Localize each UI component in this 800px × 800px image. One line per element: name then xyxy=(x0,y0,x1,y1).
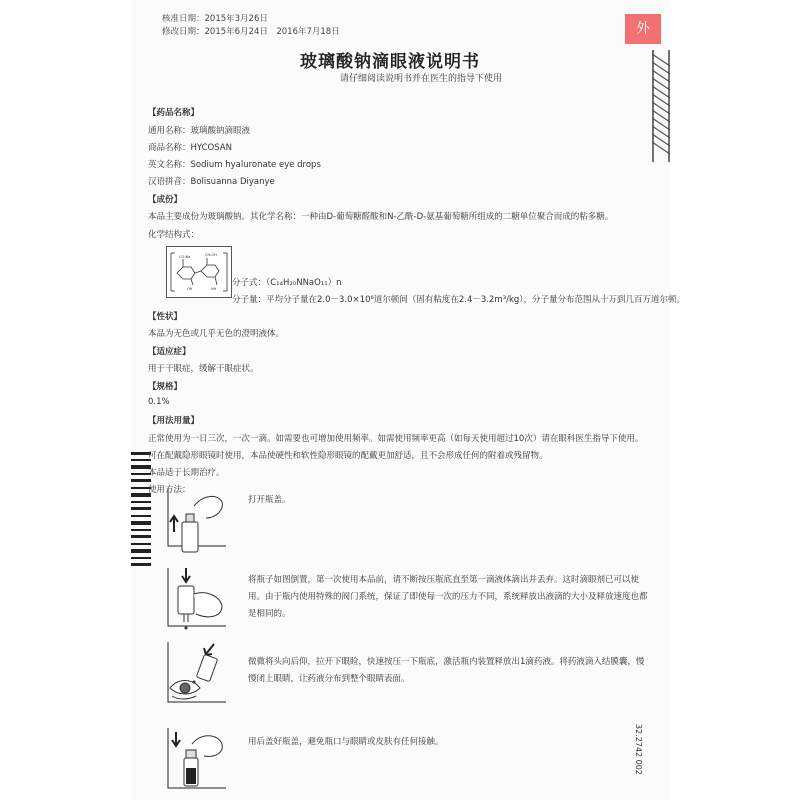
step-4-text: 用后盖好瓶盖，避免瓶口与眼睛或皮肤有任何接触。 xyxy=(248,737,444,747)
svg-text:OH: OH xyxy=(187,287,193,291)
section-heading-specification: 【规格】 xyxy=(148,382,183,392)
section-heading-drug-name: 【药品名称】 xyxy=(148,108,200,118)
section-heading-indications: 【适应症】 xyxy=(148,347,191,357)
structure-label: 化学结构式： xyxy=(148,230,200,240)
properties-text: 本品为无色或几乎无色的澄明液体。 xyxy=(148,329,285,339)
dosage-line-3: 本品适于长期治疗。 xyxy=(148,468,225,478)
usage-label: 使用方法： xyxy=(148,485,191,495)
step-3-illustration xyxy=(164,642,226,714)
pinyin-name: 汉语拼音：Bolisuanna Diyanye xyxy=(148,177,275,187)
registration-stripes-right xyxy=(652,50,670,162)
date-block xyxy=(162,13,340,39)
step-3-text: 微微将头向后仰，拉开下眼睑，快速按压一下瓶底，激活瓶内装置释放出1滴药液。将药液滴入结膜囊，慢慢闭上眼睛，让药液分布到整个眼睛表面。 xyxy=(248,657,645,684)
step-1-illustration xyxy=(164,488,226,560)
step-2-text: 将瓶子如图倒置，第一次使用本品前，请不断按压瓶底直至第一滴液体滴出并丢弃。这时滴眼剂已可以使用。由于瓶内使用特殊的阀门系统，保证了即使每一次的压力不同，系统释放出液滴的大小及释放速度也都是相同的。 xyxy=(248,575,648,619)
indications-text: 用于干眼症，缓解干眼症状。 xyxy=(148,364,259,374)
step-1-text: 打开瓶盖。 xyxy=(248,495,291,505)
svg-text:NH: NH xyxy=(211,287,217,291)
section-heading-properties: 【性状】 xyxy=(148,312,183,322)
molecular-formula: 分子式：（C₁₄H₂₀NNaO₁₁）n xyxy=(232,278,342,288)
side-code: 32.2742 002 xyxy=(634,724,643,775)
revision-date: 修改日期：2015年6月24日 2016年7月18日 xyxy=(162,27,340,37)
svg-text:CH₂OH: CH₂OH xyxy=(205,253,217,257)
step-4-illustration xyxy=(164,728,226,800)
section-heading-ingredients: 【成份】 xyxy=(148,195,183,205)
dosage-line-2: 可在配戴隐形眼镜时使用，本品使硬性和软性隐形眼镜的配戴更加舒适，且不会形成任何的附着或残留物。 xyxy=(148,451,548,461)
trade-name: 商品名称：HYCOSAN xyxy=(148,143,232,153)
dosage-line-1: 正常使用为一日三次，一次一滴。如需要也可增加使用频率。如需使用频率更高（如每天使用超过10次）请在眼科医生指导下使用。 xyxy=(148,434,644,444)
generic-name: 通用名称：玻璃酸钠滴眼液 xyxy=(148,126,251,136)
chemical-structure-diagram xyxy=(166,246,232,298)
english-name: 英文名称：Sodium hyaluronate eye drops xyxy=(148,160,321,170)
external-use-badge: 外 xyxy=(625,14,661,44)
section-heading-dosage: 【用法用量】 xyxy=(148,416,200,426)
step-2-illustration xyxy=(164,568,226,640)
document-subtitle: 请仔细阅读说明书并在医生的指导下使用 xyxy=(340,74,503,84)
approval-date: 核准日期：2015年3月26日 xyxy=(162,14,268,24)
svg-text:CO₂Na: CO₂Na xyxy=(179,255,191,259)
document-title: 玻璃酸钠滴眼液说明书 xyxy=(300,52,480,72)
specification-text: 0.1% xyxy=(148,397,170,407)
molecular-weight: 分子量：平均分子量在2.0－3.0×10⁶道尔顿间（固有粘度在2.4－3.2m³/kg），分子量分布范围从十万到几百万道尔顿。 xyxy=(232,295,686,305)
ingredients-text: 本品主要成份为玻璃酸钠。其化学名称：一种由D-葡萄糖醛酸和N-乙酰-D-氨基葡萄糖所组成的二糖单位聚合而成的粘多糖。 xyxy=(148,212,614,222)
